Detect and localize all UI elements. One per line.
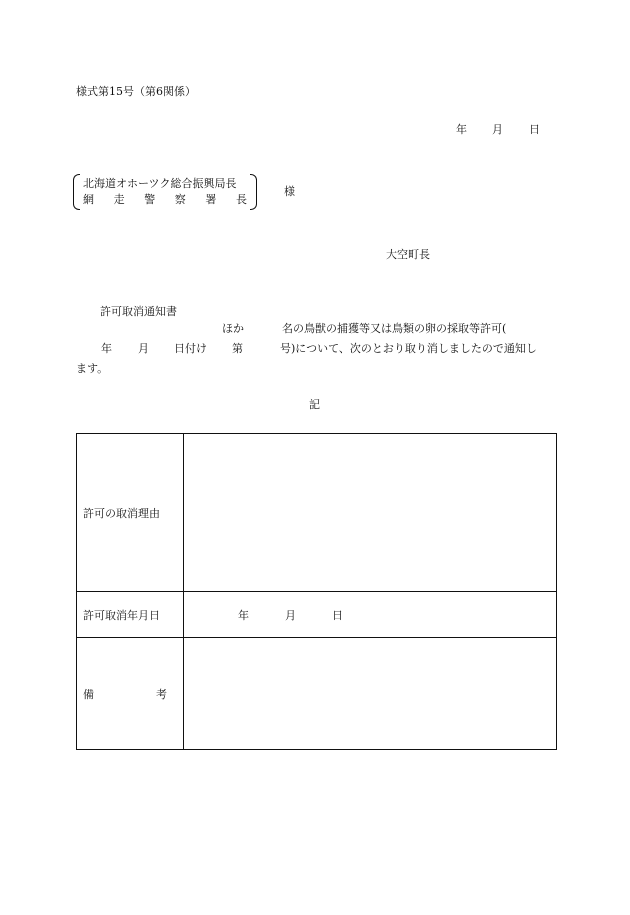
sender: 大空町長 (386, 248, 430, 261)
date-year: 年 (456, 123, 467, 136)
right-bracket (250, 174, 257, 210)
body-line3: ます。 (76, 362, 109, 375)
addressee-char: 網 (83, 193, 94, 206)
left-bracket (73, 174, 80, 210)
revocation-table (76, 433, 557, 750)
reason-value[interactable] (184, 434, 557, 592)
addressee-char: 察 (174, 193, 186, 206)
date-month: 月 (492, 123, 503, 136)
reason-row (77, 434, 557, 592)
reason-label: 許可の取消理由 (77, 434, 184, 592)
date-cell-year: 年 (238, 608, 249, 622)
body-line2-rest: 号)について、次のとおり取り消しましたので通知し (280, 342, 537, 355)
remarks-label (77, 638, 184, 750)
addressee-char: 署 (205, 193, 217, 206)
honorific: 様 (284, 185, 295, 198)
body-hoka: ほか (222, 322, 244, 335)
body-month: 月 (138, 342, 149, 355)
date-cell-day: 日 (332, 608, 343, 622)
form-number: 様式第15号（第6関係） (76, 85, 196, 98)
addressee-block (73, 174, 257, 208)
remarks-row (77, 638, 557, 750)
body-line1-rest: 名の鳥獣の捕獲等又は鳥類の卵の採取等許可( (282, 322, 507, 335)
body-dated: 日付け (174, 342, 207, 355)
remarks-value[interactable] (184, 638, 557, 750)
addressee-line-2 (83, 194, 247, 205)
addressee-char: 長 (235, 193, 247, 206)
date-value[interactable] (184, 592, 557, 638)
body-no: 第 (232, 342, 243, 355)
addressee-line-1: 北海道オホーツク総合振興局長 (83, 177, 237, 190)
date-row (77, 592, 557, 638)
document-title: 許可取消通知書 (100, 305, 177, 318)
date-cell-month: 月 (285, 608, 296, 622)
remarks-char: 備 (83, 687, 94, 701)
ki-label: 記 (309, 398, 320, 411)
date-day: 日 (529, 123, 540, 136)
date-label: 許可取消年月日 (77, 592, 184, 638)
addressee-char: 走 (113, 193, 125, 206)
body-year: 年 (101, 342, 112, 355)
addressee-char: 警 (144, 193, 156, 206)
remarks-char: 考 (156, 687, 167, 701)
